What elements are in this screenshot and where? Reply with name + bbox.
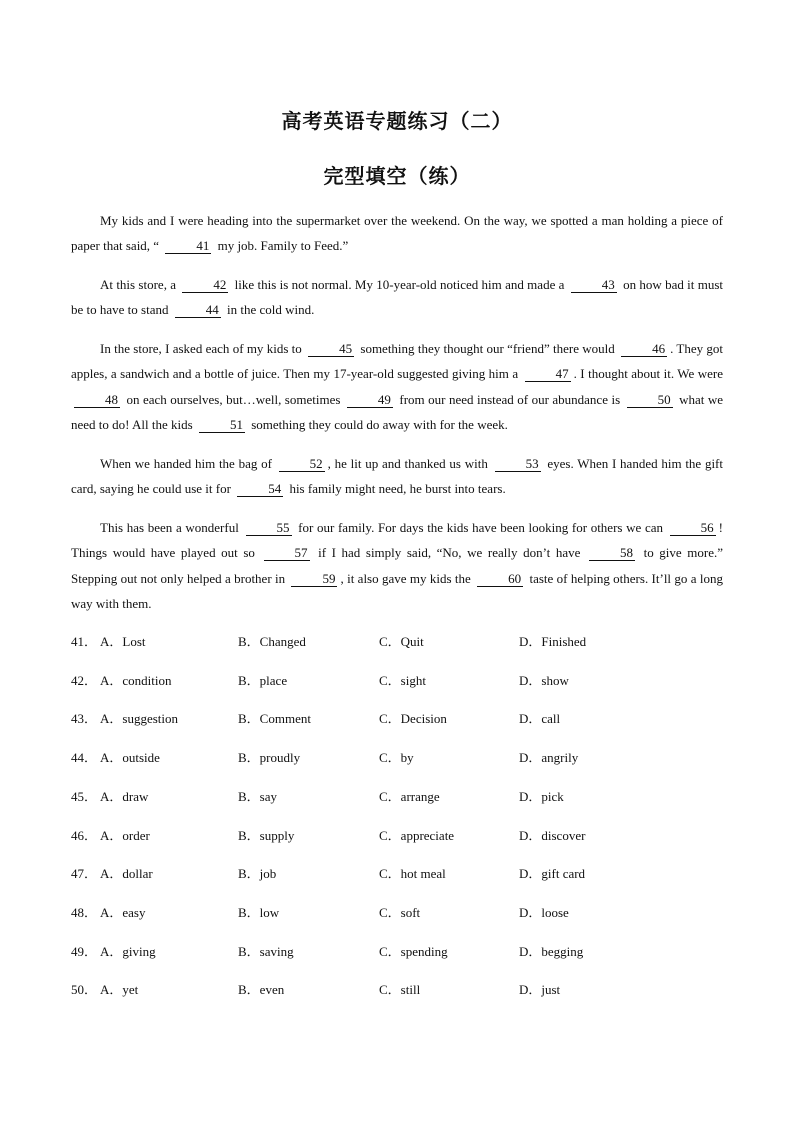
passage-text: In the store, I asked each of my kids to: [100, 341, 306, 356]
passage-paragraph: [71, 272, 723, 323]
blank-46: 46: [621, 342, 667, 357]
blank-47: 47: [525, 367, 571, 382]
option-c: C．Decision: [379, 711, 447, 727]
option-b: B．Comment: [238, 711, 311, 727]
question-row: [71, 864, 723, 884]
question-number: 45．: [71, 788, 98, 804]
passage-text: on each ourselves, but…well, sometimes: [123, 391, 344, 407]
option-d: D．call: [519, 711, 561, 727]
option-b: B．proudly: [238, 750, 301, 766]
passage-text: . I thought about it. We were: [573, 366, 723, 382]
passage-paragraph: [71, 451, 723, 502]
question-number: 44．: [71, 750, 98, 766]
option-c: C．spending: [379, 943, 448, 959]
option-c: C．hot meal: [379, 866, 446, 882]
question-row: [71, 671, 723, 691]
passage-text: , he lit up and thanked us with: [327, 456, 492, 471]
question-row: [71, 826, 723, 846]
passage-text: ! Things would have played out so: [71, 520, 723, 561]
option-c: C．still: [379, 982, 421, 998]
blank-52: 52: [279, 457, 325, 472]
passage-paragraph: [71, 208, 723, 259]
option-c: C．by: [379, 750, 414, 766]
option-b: B．Changed: [238, 634, 306, 649]
option-a: A．suggestion: [100, 711, 179, 727]
question-row: [71, 903, 723, 923]
blank-44: 44: [175, 303, 221, 318]
option-a: A．easy: [100, 904, 146, 920]
blank-42: 42: [182, 278, 228, 293]
blank-51: 51: [199, 418, 245, 433]
blank-49: 49: [347, 393, 393, 408]
option-c: C．Quit: [379, 634, 424, 649]
option-d: D．just: [519, 982, 561, 998]
option-d: D．gift card: [519, 866, 586, 882]
option-d: D．discover: [519, 827, 586, 843]
blank-43: 43: [571, 278, 617, 293]
blank-57: 57: [264, 546, 310, 561]
blank-50: 50: [627, 393, 673, 408]
passage-text: This has been a wonderful: [100, 520, 243, 535]
passage-text: on how bad it must be to have to stand: [71, 277, 724, 318]
option-b: B．place: [238, 672, 288, 688]
option-b: B．supply: [238, 827, 295, 843]
passage-text: in the cold wind.: [223, 302, 315, 318]
blank-45: 45: [308, 342, 354, 357]
option-d: D．begging: [519, 943, 584, 959]
option-b: B．saving: [238, 943, 294, 959]
option-d: D．show: [519, 672, 569, 688]
passage-text: . They got apples, a sandwich and a bottle of juice. Then my 17-year-old suggested giving him a: [71, 341, 723, 382]
option-a: A．yet: [100, 982, 139, 998]
passage-text: from our need instead of our abundance is: [395, 391, 624, 407]
passage-text: eyes. When I handed him the gift card, saying he could use it for: [71, 456, 723, 497]
blank-54: 54: [237, 482, 283, 497]
passage-text: if I had simply said, “No, we really don’t have: [312, 545, 586, 561]
option-c: C．arrange: [379, 788, 440, 804]
option-c: C．soft: [379, 904, 421, 920]
passage-text: taste of helping others. It’ll go a long way with them.: [71, 570, 723, 611]
option-c: C．appreciate: [379, 827, 455, 843]
question-row: [71, 787, 723, 807]
option-a: A．condition: [100, 672, 172, 688]
question-number: 41．: [71, 634, 98, 649]
passage-text: his family might need, he burst into tears.: [286, 481, 506, 497]
option-b: B．even: [238, 982, 285, 998]
blank-59: 59: [291, 572, 337, 587]
page-title: 高考英语专题练习（二）: [281, 109, 513, 133]
option-a: A．Lost: [100, 634, 146, 649]
blank-55: 55: [246, 521, 292, 536]
option-a: A．giving: [100, 943, 156, 959]
question-number: 46．: [71, 827, 98, 843]
option-a: A．dollar: [100, 866, 153, 882]
question-number: 49．: [71, 943, 98, 959]
passage-paragraph: [71, 515, 723, 616]
question-number: 42．: [71, 672, 98, 688]
passage-text: something they could do away with for the week.: [247, 416, 508, 432]
option-d: D．pick: [519, 788, 564, 804]
page-subtitle: 完型填空（练）: [323, 164, 471, 188]
option-a: A．order: [100, 827, 150, 843]
option-d: D．loose: [519, 904, 569, 920]
passage-text: something they thought our “friend” there would: [357, 341, 619, 356]
option-b: B．say: [238, 788, 278, 804]
option-a: A．draw: [100, 788, 149, 804]
question-row: [71, 980, 723, 1000]
question-number: 48．: [71, 904, 98, 920]
option-d: D．Finished: [519, 634, 587, 649]
option-d: D．angrily: [519, 750, 579, 766]
question-row: [71, 748, 723, 768]
question-number: 47．: [71, 866, 98, 882]
question-row: [71, 709, 723, 729]
passage-text: When we handed him the bag of: [100, 456, 276, 471]
question-row: [71, 942, 723, 962]
blank-41: 41: [165, 239, 211, 254]
passage-text: for our family. For days the kids have been looking for others we can: [294, 520, 667, 535]
blank-48: 48: [74, 393, 120, 408]
passage-text: My kids and I were heading into the supermarket over the weekend. On the way, we spotted a man holding a piece of paper that said, “: [71, 213, 723, 254]
blank-56: 56: [670, 521, 716, 536]
blank-58: 58: [589, 546, 635, 561]
option-a: A．outside: [100, 750, 160, 766]
blank-53: 53: [495, 457, 541, 472]
passage-text: , it also gave my kids the: [340, 570, 475, 586]
option-c: C．sight: [379, 672, 426, 688]
passage-paragraph: [71, 336, 723, 437]
blank-60: 60: [477, 572, 523, 587]
question-number: 43．: [71, 711, 98, 727]
passage-text: my job. Family to Feed.”: [214, 238, 349, 254]
option-b: B．job: [238, 866, 277, 882]
passage-text: what we need to do! All the kids: [71, 391, 723, 432]
passage-text: At this store, a: [100, 277, 180, 292]
passage-text: like this is not normal. My 10-year-old noticed him and made a: [231, 277, 568, 292]
question-row: [71, 632, 723, 652]
question-number: 50．: [71, 982, 98, 998]
passage-text: to give more.” Stepping out not only helped a brother in: [71, 545, 723, 586]
option-b: B．low: [238, 904, 280, 920]
